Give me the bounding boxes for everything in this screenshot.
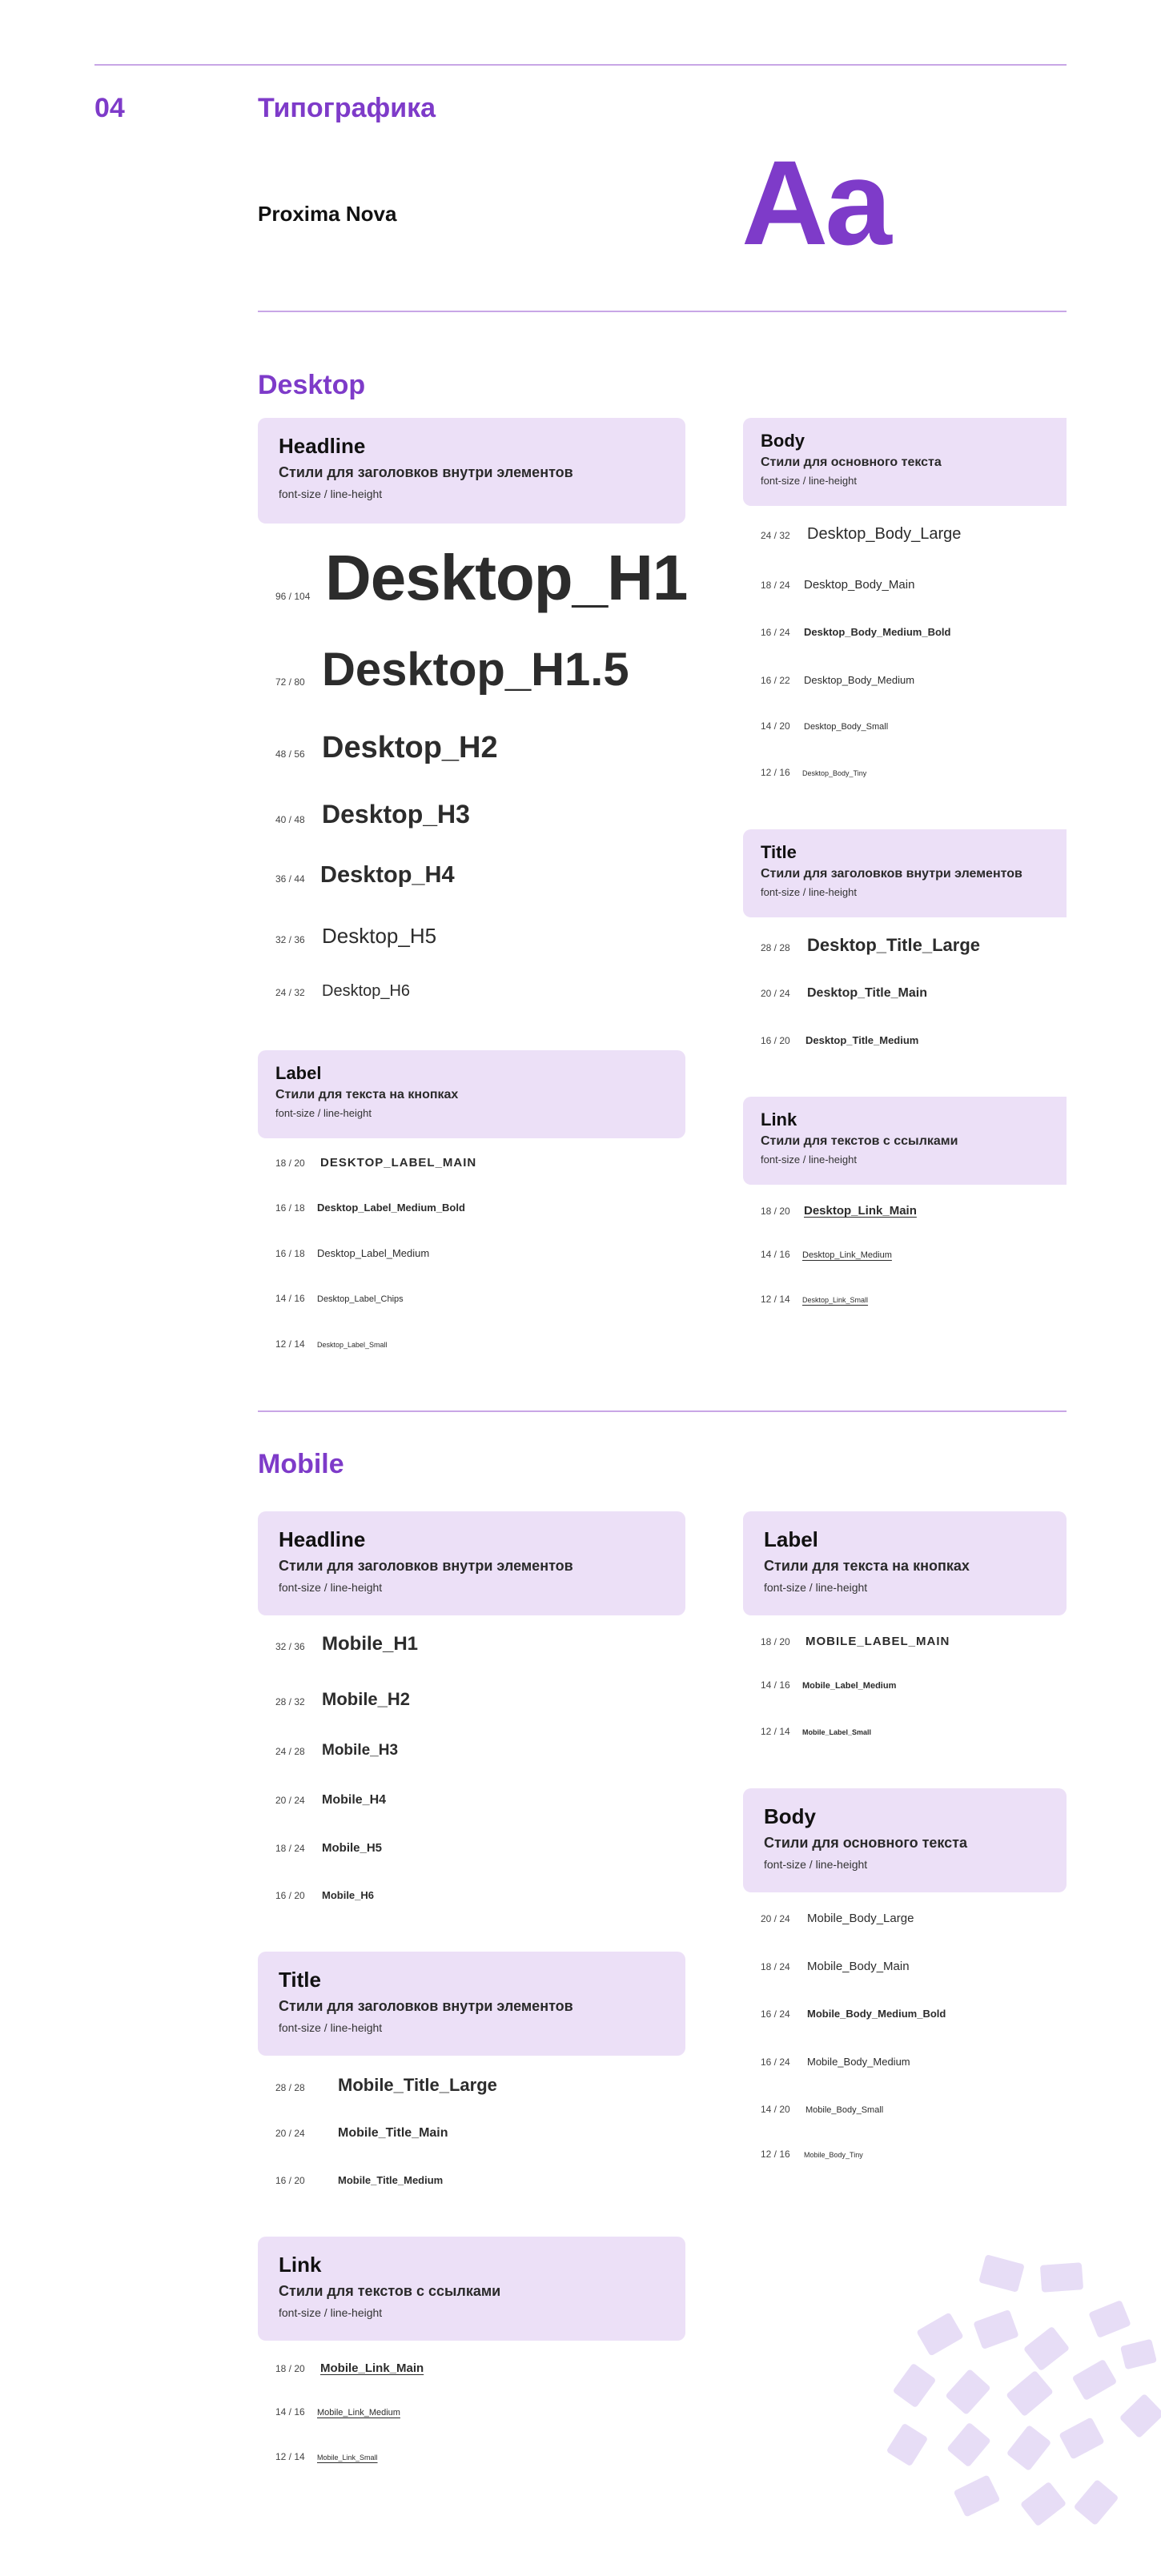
size-label: 16 / 22 xyxy=(761,675,790,686)
desktop-headline-card xyxy=(258,418,685,524)
typography-row xyxy=(761,2008,946,2020)
card-meta: font-size / line-height xyxy=(764,1857,868,1871)
mobile-body-card xyxy=(743,1788,1067,1892)
size-label: 72 / 80 xyxy=(275,676,305,688)
typography-row xyxy=(761,720,888,732)
mobile-title: Mobile xyxy=(258,1449,344,1479)
style-sample: Mobile_Body_Tiny xyxy=(804,2151,863,2159)
size-label: 24 / 32 xyxy=(275,987,305,998)
style-sample: Mobile_Label_Small xyxy=(802,1728,872,1736)
desktop-title: Desktop xyxy=(258,370,366,400)
typography-row xyxy=(761,1294,868,1305)
typography-row xyxy=(275,1793,386,1808)
mobile-label-card xyxy=(743,1511,1067,1615)
style-sample: Mobile_H1 xyxy=(322,1633,419,1655)
mobile-title-card xyxy=(258,1952,685,2056)
size-label: 24 / 28 xyxy=(275,1746,305,1757)
style-sample: Desktop_H6 xyxy=(322,982,411,1000)
typography-row xyxy=(275,1841,382,1855)
size-label: 12 / 14 xyxy=(275,2451,305,2462)
card-title: Label xyxy=(764,1527,818,1551)
size-label: 18 / 20 xyxy=(761,1206,790,1217)
size-label: 32 / 36 xyxy=(275,934,305,945)
size-label: 12 / 16 xyxy=(761,2149,790,2160)
typography-row xyxy=(275,1156,476,1170)
style-sample: Desktop_Body_Large xyxy=(807,525,962,543)
style-sample: MOBILE_LABEL_MAIN xyxy=(805,1635,950,1648)
card-meta: font-size / line-height xyxy=(764,1580,868,1594)
typography-row xyxy=(275,2126,448,2141)
desktop-title-card xyxy=(743,829,1067,917)
size-label: 32 / 36 xyxy=(275,1641,305,1652)
desktop-link-card xyxy=(743,1097,1067,1185)
typography-row xyxy=(275,1293,404,1304)
mobile-headline-card xyxy=(258,1511,685,1615)
size-label: 28 / 32 xyxy=(275,1696,305,1707)
typography-row xyxy=(761,2149,863,2160)
mobile-divider xyxy=(258,1410,1067,1412)
size-label: 18 / 20 xyxy=(275,1158,305,1169)
size-label: 16 / 24 xyxy=(761,627,790,638)
typography-row xyxy=(761,935,980,956)
size-label: 12 / 14 xyxy=(761,1294,790,1305)
typography-row xyxy=(761,2104,883,2115)
card-meta: font-size / line-height xyxy=(279,1580,383,1594)
style-sample: Mobile_Body_Main xyxy=(807,1960,910,1973)
style-sample: Desktop_H2 xyxy=(322,731,498,764)
size-label: 20 / 24 xyxy=(275,2128,305,2139)
decorative-shape xyxy=(978,2254,1025,2293)
link-sample[interactable]: Desktop_Link_Main xyxy=(804,1204,917,1218)
typography-row xyxy=(761,578,914,592)
size-label: 16 / 24 xyxy=(761,2056,790,2068)
size-label: 18 / 24 xyxy=(275,1843,305,1854)
style-sample: Mobile_Title_Medium xyxy=(338,2174,444,2186)
size-label: 14 / 20 xyxy=(761,2104,790,2115)
size-label: 28 / 28 xyxy=(275,2082,305,2093)
decorative-shape xyxy=(893,2363,937,2409)
size-label: 24 / 32 xyxy=(761,530,790,541)
card-title: Link xyxy=(761,1109,797,1130)
typography-row xyxy=(275,2406,400,2418)
typography-row xyxy=(275,1633,418,1655)
size-label: 16 / 20 xyxy=(275,2175,305,2186)
decorative-shape xyxy=(945,2369,991,2415)
style-sample: Desktop_H1 xyxy=(325,542,688,613)
size-label: 20 / 24 xyxy=(275,1795,305,1806)
decorative-shape xyxy=(916,2312,964,2356)
style-sample: Mobile_Title_Main xyxy=(338,2126,448,2140)
link-sample[interactable]: Mobile_Link_Main xyxy=(320,2361,424,2375)
typography-row xyxy=(761,525,961,544)
typography-row xyxy=(761,1249,892,1260)
style-sample: Mobile_Body_Small xyxy=(805,2105,884,2115)
link-sample[interactable]: Desktop_Link_Medium xyxy=(802,1250,892,1260)
typography-row xyxy=(761,1912,914,1925)
style-sample: Desktop_Label_Chips xyxy=(317,1294,404,1304)
style-sample: Mobile_H4 xyxy=(322,1793,387,1807)
card-meta: font-size / line-height xyxy=(761,475,857,488)
typography-row xyxy=(275,1338,388,1350)
style-sample: Mobile_H2 xyxy=(322,1689,411,1709)
size-label: 14 / 16 xyxy=(761,1679,790,1691)
decorative-shape xyxy=(1072,2359,1118,2401)
card-meta: font-size / line-height xyxy=(761,886,857,899)
card-title: Link xyxy=(279,2253,322,2277)
card-meta: font-size / line-height xyxy=(279,487,383,500)
card-subtitle: Стили для заголовков внутри элементов xyxy=(279,464,573,481)
link-sample[interactable]: Mobile_Link_Medium xyxy=(317,2408,400,2418)
decorative-shape xyxy=(1073,2479,1119,2526)
typography-row xyxy=(275,861,455,889)
size-label: 18 / 20 xyxy=(275,2363,305,2374)
style-sample: Desktop_H1.5 xyxy=(322,644,629,696)
style-sample: Desktop_H4 xyxy=(320,862,455,888)
typography-row xyxy=(275,730,498,765)
font-specimen: Aa xyxy=(741,135,889,270)
size-label: 16 / 18 xyxy=(275,1248,305,1259)
size-label: 12 / 14 xyxy=(275,1338,305,1350)
typography-row xyxy=(275,1889,374,1901)
size-label: 14 / 20 xyxy=(761,720,790,732)
style-sample: Desktop_Body_Main xyxy=(804,578,915,592)
card-title: Title xyxy=(279,1968,321,1992)
style-sample: Desktop_Body_Tiny xyxy=(802,769,867,777)
typography-row xyxy=(275,1689,410,1710)
card-meta: font-size / line-height xyxy=(279,2305,383,2319)
size-label: 16 / 18 xyxy=(275,1202,305,1214)
card-subtitle: Стили для текста на кнопках xyxy=(275,1088,459,1102)
card-subtitle: Стили для заголовков внутри элементов xyxy=(761,867,1022,881)
decorative-shape xyxy=(1088,2300,1131,2338)
decorative-shape xyxy=(1023,2326,1070,2372)
typography-row xyxy=(761,1960,910,1973)
section-title: Типографика xyxy=(258,93,436,123)
style-sample: Desktop_Body_Small xyxy=(804,722,889,732)
size-label: 48 / 56 xyxy=(275,748,305,760)
typography-row xyxy=(761,986,927,1001)
typography-row xyxy=(275,2174,443,2186)
size-label: 40 / 48 xyxy=(275,814,305,825)
style-sample: Desktop_Title_Medium xyxy=(805,1034,919,1046)
card-subtitle: Стили для текстов с ссылками xyxy=(279,2283,501,2300)
typography-row xyxy=(275,981,410,1001)
typography-row xyxy=(761,674,914,686)
card-title: Title xyxy=(761,842,797,862)
size-label: 28 / 28 xyxy=(761,942,790,953)
size-label: 16 / 20 xyxy=(275,1890,305,1901)
style-sample: Mobile_Body_Medium xyxy=(807,2056,910,2068)
card-title: Headline xyxy=(279,434,366,458)
link-sample[interactable]: Mobile_Link_Small xyxy=(317,2454,378,2462)
decorative-shape xyxy=(886,2423,929,2467)
card-subtitle: Стили для текста на кнопках xyxy=(764,1558,970,1575)
size-label: 14 / 16 xyxy=(275,1293,305,1304)
decorative-shape xyxy=(1120,2339,1157,2370)
typography-row xyxy=(761,2056,910,2068)
top-divider xyxy=(94,64,1067,66)
typography-row xyxy=(761,1034,918,1046)
size-label: 12 / 14 xyxy=(761,1726,790,1737)
card-subtitle: Стили для заголовков внутри элементов xyxy=(279,1558,573,1575)
typography-row xyxy=(761,767,866,778)
typography-row xyxy=(275,1247,429,1259)
mobile-link-card xyxy=(258,2237,685,2341)
card-subtitle: Стили для заголовков внутри элементов xyxy=(279,1998,573,2015)
style-sample: Desktop_Title_Main xyxy=(807,986,927,1000)
typography-row xyxy=(275,1742,398,1759)
style-sample: Mobile_Title_Large xyxy=(338,2075,497,2095)
size-label: 14 / 16 xyxy=(761,1249,790,1260)
decorative-shape xyxy=(954,2474,1001,2517)
style-sample: Mobile_H3 xyxy=(322,1742,399,1759)
size-label: 18 / 24 xyxy=(761,580,790,591)
typography-row xyxy=(761,626,950,638)
decorative-shape xyxy=(1020,2482,1067,2527)
style-sample: Mobile_Label_Medium xyxy=(802,1681,897,1691)
size-label: 20 / 24 xyxy=(761,1913,790,1924)
card-subtitle: Стили для основного текста xyxy=(764,1835,968,1852)
decorative-shape xyxy=(1059,2417,1105,2459)
size-label: 36 / 44 xyxy=(275,873,305,885)
style-sample: Desktop_Label_Small xyxy=(317,1341,388,1349)
style-sample: Mobile_Body_Large xyxy=(807,1912,914,1925)
size-label: 14 / 16 xyxy=(275,2406,305,2418)
typography-row xyxy=(761,1679,896,1691)
style-sample: Desktop_Body_Medium xyxy=(804,674,915,686)
typography-row xyxy=(761,1726,871,1737)
header-divider xyxy=(258,311,1067,312)
decorative-shape xyxy=(973,2309,1018,2349)
typography-row xyxy=(761,1204,917,1218)
style-sample: Desktop_H3 xyxy=(322,800,470,829)
typography-row xyxy=(761,1635,950,1648)
style-sample: Mobile_H6 xyxy=(322,1889,375,1901)
typography-row xyxy=(275,644,629,696)
font-name: Proxima Nova xyxy=(258,202,397,226)
decorative-shape xyxy=(1119,2393,1161,2438)
card-meta: font-size / line-height xyxy=(275,1107,372,1120)
style-sample: Desktop_Label_Medium_Bold xyxy=(317,1202,465,1214)
decorative-shape xyxy=(1006,2370,1054,2417)
style-sample: Mobile_Body_Medium_Bold xyxy=(807,2008,946,2020)
size-label: 18 / 20 xyxy=(761,1636,790,1647)
size-label: 12 / 16 xyxy=(761,767,790,778)
card-subtitle: Стили для основного текста xyxy=(761,455,942,470)
typography-row xyxy=(275,2075,497,2096)
size-label: 16 / 24 xyxy=(761,2008,790,2020)
style-sample: Mobile_H5 xyxy=(322,1841,383,1855)
decorative-shape xyxy=(946,2422,991,2468)
style-sample: Desktop_H5 xyxy=(322,924,437,948)
style-sample: Desktop_Body_Medium_Bold xyxy=(804,626,951,638)
card-title: Body xyxy=(764,1804,816,1828)
typography-row xyxy=(275,1202,465,1214)
decorative-shape xyxy=(1040,2262,1083,2293)
typography-row xyxy=(275,799,470,829)
card-subtitle: Стили для текстов с ссылками xyxy=(761,1134,958,1149)
style-sample: Desktop_Title_Large xyxy=(807,935,981,955)
size-label: 96 / 104 xyxy=(275,591,311,602)
style-sample: Desktop_Label_Medium xyxy=(317,1247,430,1259)
section-number: 04 xyxy=(94,93,125,123)
typography-row xyxy=(275,541,687,615)
card-title: Headline xyxy=(279,1527,366,1551)
link-sample[interactable]: Desktop_Link_Small xyxy=(802,1296,869,1304)
decorative-shape xyxy=(1006,2425,1052,2471)
card-meta: font-size / line-height xyxy=(761,1154,857,1166)
style-sample: DESKTOP_LABEL_MAIN xyxy=(320,1156,477,1170)
card-title: Body xyxy=(761,431,805,451)
size-label: 18 / 24 xyxy=(761,1961,790,1972)
size-label: 16 / 20 xyxy=(761,1035,790,1046)
desktop-label-card xyxy=(258,1050,685,1138)
card-title: Label xyxy=(275,1063,322,1083)
typography-row xyxy=(275,2361,424,2375)
typography-row xyxy=(275,924,436,948)
card-meta: font-size / line-height xyxy=(279,2020,383,2034)
typography-row xyxy=(275,2451,378,2462)
desktop-body-card xyxy=(743,418,1067,506)
size-label: 20 / 24 xyxy=(761,988,790,999)
